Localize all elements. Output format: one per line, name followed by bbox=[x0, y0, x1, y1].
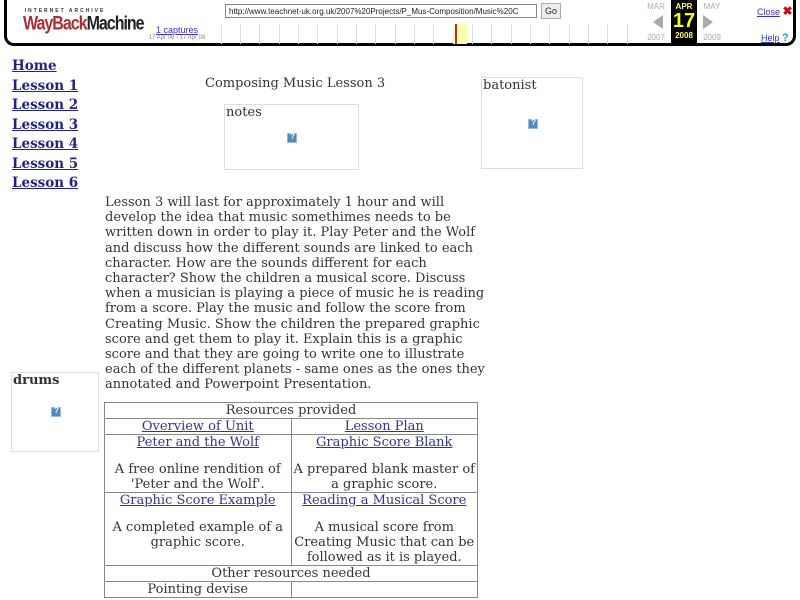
table-cell bbox=[291, 493, 478, 566]
nav-home[interactable]: Home bbox=[12, 58, 57, 74]
prev-year: 2007 bbox=[647, 33, 665, 42]
table-row bbox=[105, 582, 478, 598]
next-month: MAY bbox=[703, 2, 721, 11]
close-link[interactable]: Close bbox=[757, 7, 781, 17]
table-cell bbox=[291, 419, 478, 435]
url-input[interactable] bbox=[225, 4, 537, 18]
table-cell bbox=[105, 493, 292, 566]
batonist-alt-text: batonist bbox=[483, 78, 537, 93]
logo-main-text: WayBackMachine bbox=[23, 14, 144, 35]
resource-description: A musical score from Creating Music that can be followed as it is played. bbox=[294, 520, 475, 565]
other-resources-header: Other resources needed bbox=[105, 566, 478, 582]
current-date bbox=[671, 0, 697, 44]
page-title: Composing Music Lesson 3 bbox=[205, 76, 386, 91]
table-cell bbox=[105, 419, 292, 435]
broken-image-icon bbox=[51, 407, 61, 417]
help-icon[interactable]: ? bbox=[782, 32, 789, 44]
current-year: 2008 bbox=[675, 31, 693, 40]
nav-lesson-4[interactable]: Lesson 4 bbox=[12, 136, 79, 152]
resources-header: Resources provided bbox=[105, 403, 478, 419]
notes-image bbox=[224, 104, 359, 170]
lesson-description: Lesson 3 will last for approximately 1 hour and will develop the idea that music somethimes needs to be written down in order to play it. Play Peter and the Wolf and discuss how the different sounds are linked to each character. How are the sounds different for each character? Show the children a musical score. Discuss when a musician is playing a piece of music he is reading from a score. Play the music and follow the score from Creating Music. Show the children the prepared graphic score and get them to play it. Explain this is a graphic score and that they are going to write one to illustrate each of the different planets - same ones as the ones they annotated and Powerpoint Presentation. bbox=[105, 195, 485, 393]
table-row bbox=[105, 435, 478, 493]
broken-image-icon bbox=[528, 119, 538, 129]
current-month: APR bbox=[675, 2, 693, 11]
wayback-toolbar bbox=[4, 0, 796, 46]
reading-a-musical-score-link[interactable]: Reading a Musical Score bbox=[302, 493, 467, 508]
lesson-nav bbox=[12, 57, 78, 194]
graphic-score-blank-link[interactable]: Graphic Score Blank bbox=[316, 435, 453, 450]
close-icon[interactable]: ✖ bbox=[782, 4, 793, 18]
lesson-plan-link[interactable]: Lesson Plan bbox=[344, 419, 424, 434]
resource-description: A completed example of a graphic score. bbox=[112, 520, 283, 550]
capture-marker[interactable] bbox=[455, 24, 457, 44]
captures-info bbox=[137, 25, 217, 41]
prev-month: MAR bbox=[647, 2, 665, 11]
table-row bbox=[105, 493, 478, 566]
drums-image bbox=[11, 372, 99, 452]
nav-lesson-5[interactable]: Lesson 5 bbox=[12, 155, 79, 172]
peter-and-the-wolf-link[interactable]: Peter and the Wolf bbox=[136, 435, 259, 450]
go-button[interactable]: Go bbox=[541, 3, 561, 19]
help-control[interactable] bbox=[761, 32, 789, 44]
prev-arrow-icon[interactable] bbox=[653, 15, 663, 29]
date-navigator bbox=[643, 0, 727, 44]
notes-alt-text: notes bbox=[226, 105, 262, 120]
logo-top-text: INTERNET ARCHIVE bbox=[24, 8, 106, 14]
table-cell bbox=[105, 435, 292, 493]
captures-range: 17 Apr 08 - 17 Apr 08 bbox=[148, 35, 206, 41]
next-arrow-icon[interactable] bbox=[703, 15, 713, 29]
broken-image-icon bbox=[287, 133, 297, 143]
next-year: 2009 bbox=[703, 33, 721, 42]
nav-lesson-1[interactable]: Lesson 1 bbox=[12, 77, 79, 94]
close-control[interactable] bbox=[757, 4, 793, 18]
capture-sparkline[interactable] bbox=[221, 24, 641, 44]
nav-lesson-3[interactable]: Lesson 3 bbox=[12, 116, 79, 133]
captures-link[interactable]: 1 captures bbox=[155, 25, 199, 35]
nav-lesson-2[interactable]: Lesson 2 bbox=[12, 97, 79, 113]
table-cell: Pointing devise bbox=[105, 582, 292, 598]
overview-of-unit-link[interactable]: Overview of Unit bbox=[141, 419, 254, 434]
wayback-logo[interactable] bbox=[23, 8, 144, 40]
help-link[interactable]: Help bbox=[761, 33, 780, 43]
table-cell bbox=[291, 582, 478, 598]
table-row bbox=[105, 419, 478, 435]
batonist-image bbox=[481, 77, 583, 169]
drums-alt-text: drums bbox=[13, 373, 60, 388]
graphic-score-example-link[interactable]: Graphic Score Example bbox=[119, 493, 276, 508]
table-cell bbox=[291, 435, 478, 493]
resource-description: A free online rendition of 'Peter and the Wolf'. bbox=[114, 462, 281, 492]
nav-lesson-6[interactable]: Lesson 6 bbox=[12, 175, 79, 191]
current-day: 17 bbox=[672, 10, 696, 32]
resource-description: A prepared blank master of a graphic score. bbox=[293, 462, 475, 492]
resources-table bbox=[104, 402, 478, 598]
